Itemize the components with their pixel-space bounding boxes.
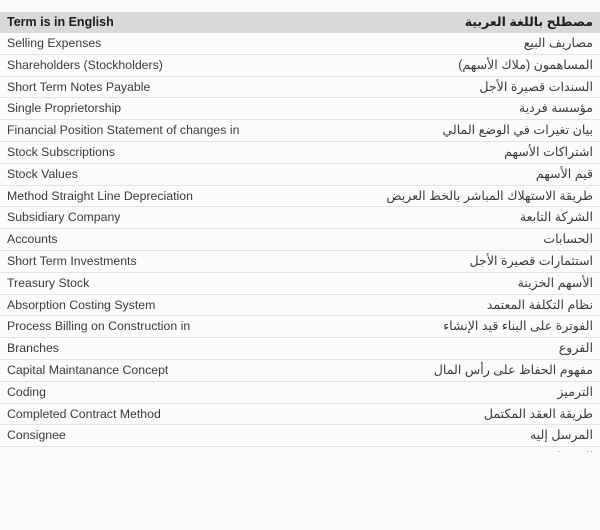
column-header-english: Term is in English <box>7 15 114 29</box>
cell-english-term: Absorption Costing System <box>7 297 156 312</box>
table-row <box>0 338 600 360</box>
cell-arabic-term: المساهمون (ملاك الأسهم) <box>458 57 593 72</box>
table-row <box>0 98 600 120</box>
table-header-row <box>0 12 600 33</box>
table-row <box>0 120 600 142</box>
cell-english-term: Short Term Notes Payable <box>7 79 151 94</box>
table-row <box>0 185 600 207</box>
table-row <box>0 207 600 229</box>
cell-english-term: Single Proprietorship <box>7 101 122 116</box>
cell-english-term: Subsidiary Company <box>7 210 121 225</box>
cell-english-term: Selling Expenses <box>7 36 102 50</box>
table-row <box>0 272 600 294</box>
cell-english-term: Process Billing on Construction in <box>7 319 191 334</box>
table-row <box>0 250 600 272</box>
cell-arabic-term: نظام التكلفة المعتمد <box>486 297 593 312</box>
table-row <box>0 76 600 98</box>
cell-arabic-term: مصاريف البيع <box>523 36 593 50</box>
cell-arabic-term: الفروع <box>558 341 593 356</box>
cell-english-term: Capital Maintanance Concept <box>7 362 169 377</box>
cell-english-term: Accounts <box>7 232 58 247</box>
cell-english-term: Stock Subscriptions <box>7 144 115 159</box>
table-row <box>0 316 600 338</box>
cell-arabic-term: مفهوم الحفاظ على رأس المال <box>433 362 593 377</box>
cell-english-term: Short Term Investments <box>7 253 137 268</box>
cell-english-term: Treasury Stock <box>7 275 90 290</box>
cell-arabic-term: مؤسسة فردية <box>518 101 593 116</box>
cell-arabic-term: الحسابات <box>543 232 593 247</box>
cell-arabic-term: الأسهم الخزينة <box>517 275 593 290</box>
cell-english-term: Branches <box>7 341 59 356</box>
table-row <box>0 163 600 185</box>
column-header-arabic: مصطلح باللغة العربية <box>464 15 593 29</box>
cell-arabic-term: استثمارات قصيرة الأجل <box>469 253 593 268</box>
table-header <box>0 12 600 33</box>
cell-english-term: Financial Position Statement of changes in <box>7 123 240 138</box>
table-row <box>0 33 600 54</box>
cell-arabic-term: اشتراكات الأسهم <box>504 144 593 159</box>
cell-arabic-term: بيان تغيرات في الوضع المالي <box>442 123 593 138</box>
cell-english-term: Method Straight Line Depreciation <box>7 188 193 203</box>
cell-english-term: Consignee <box>7 428 66 443</box>
table-row <box>0 381 600 403</box>
cell-arabic-term: الشركة التابعة <box>519 210 593 225</box>
cell-english-term: Stock Values <box>7 166 78 181</box>
table-row <box>0 141 600 163</box>
cell-english-term: Coding <box>7 384 46 399</box>
page-bottom-blank-area <box>0 452 600 530</box>
cell-arabic-term: السندات قصيرة الأجل <box>479 79 593 94</box>
cell-english-term: Shareholders (Stockholders) <box>7 57 163 72</box>
cell-english-term: Completed Contract Method <box>7 406 161 421</box>
cell-arabic-term: طريقة العقد المكتمل <box>483 406 593 421</box>
table-row <box>0 294 600 316</box>
table-row <box>0 54 600 76</box>
table-row <box>0 229 600 251</box>
cell-arabic-term: الترميز <box>557 384 593 399</box>
cell-arabic-term: المرسل إليه <box>529 428 593 443</box>
glossary-table <box>0 12 600 469</box>
table-row <box>0 403 600 425</box>
table-row <box>0 425 600 447</box>
table-body <box>0 33 600 468</box>
cell-arabic-term: الفوترة على البناء قيد الإنشاء <box>443 319 593 334</box>
cell-arabic-term: قيم الأسهم <box>535 166 593 181</box>
cell-arabic-term: طريقة الاستهلاك المباشر بالخط العريض <box>386 188 593 203</box>
table-row <box>0 359 600 381</box>
